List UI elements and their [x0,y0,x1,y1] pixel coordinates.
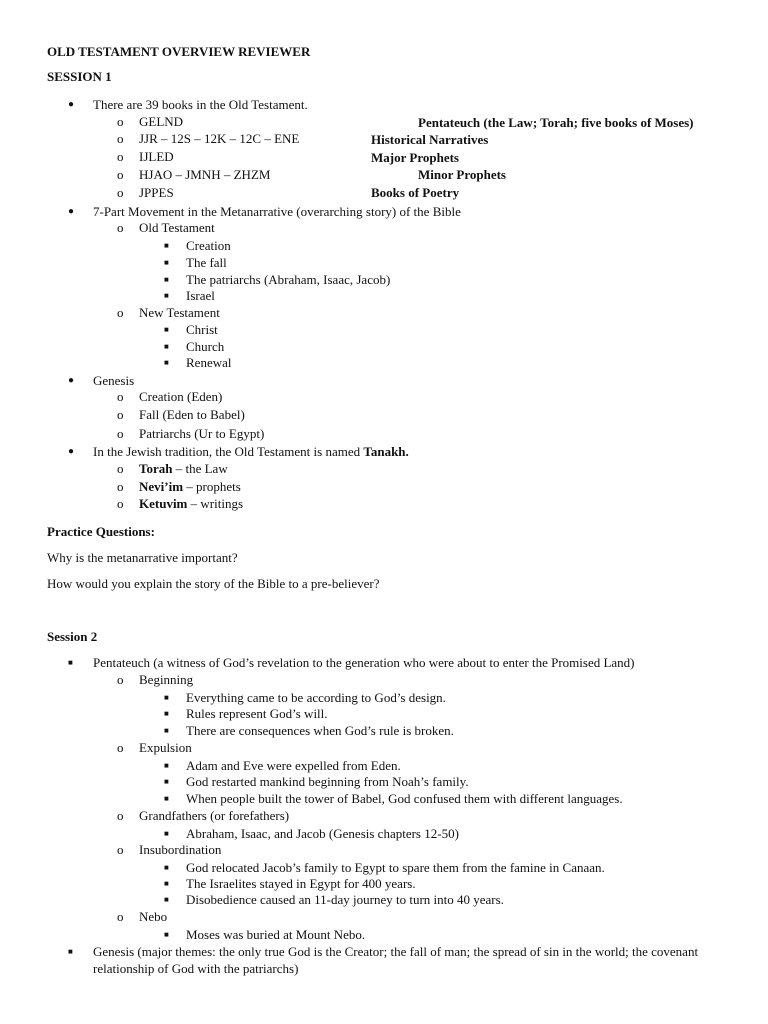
book-category: Books of Poetry [371,185,460,200]
circle-bullet: o [117,389,124,404]
question: How would you explain the story of the Bible to a pre-believer? [47,576,380,591]
square-bullet: ■ [164,930,169,939]
list-item: God restarted mankind beginning from Noah’s family. [186,774,469,789]
book-code: JPPES [139,185,174,200]
square-bullet: ■ [164,275,169,284]
list-item: Genesis [93,373,135,388]
book-code: GELND [139,114,184,129]
list-item: Genesis (major themes: the only true God is the Creator; the fall of man; the spread of sin in the world; the covenant relationship of God with the patriarchs) [93,944,699,976]
list-item: Church [186,339,225,354]
square-bullet: ■ [68,658,73,667]
square-bullet: ■ [164,709,169,718]
list-item: Fall (Eden to Babel) [139,407,245,422]
circle-bullet: o [117,426,124,441]
book-code: JJR – 12S – 12K – 12C – ENE [139,131,300,146]
list-item: Christ [186,322,218,337]
circle-bullet: o [117,167,124,182]
square-bullet: ■ [68,947,73,956]
session-1-heading: SESSION 1 [47,69,112,84]
bullet: ● [68,206,75,217]
list-item: 7-Part Movement in the Metanarrative (overarching story) of the Bible [93,204,461,219]
list-item: The patriarchs (Abraham, Isaac, Jacob) [186,272,391,287]
square-bullet: ■ [164,879,169,888]
list-item: When people built the tower of Babel, God confused them with different languages. [186,791,623,806]
square-bullet: ■ [164,241,169,250]
book-code: IJLED [139,149,174,164]
square-bullet: ■ [164,325,169,334]
square-bullet: ■ [164,794,169,803]
list-item: The Israelites stayed in Egypt for 400 years. [186,876,416,891]
square-bullet: ■ [164,358,169,367]
circle-bullet: o [117,149,124,164]
square-bullet: ■ [164,761,169,770]
list-item: In the Jewish tradition, the Old Testament is named Tanakh. [93,444,409,459]
list-item: Old Testament [139,220,215,235]
list-item: Disobedience caused an 11-day journey to turn into 40 years. [186,892,504,907]
square-bullet: ■ [164,726,169,735]
circle-bullet: o [117,305,124,320]
square-bullet: ■ [164,895,169,904]
book-category: Historical Narratives [371,132,489,147]
circle-bullet: o [117,131,124,146]
list-item: Nevi’im – prophets [139,479,241,494]
square-bullet: ■ [164,258,169,267]
list-item: Abraham, Isaac, and Jacob (Genesis chapters 12-50) [186,826,459,841]
circle-bullet: o [117,114,124,129]
circle-bullet: o [117,496,124,511]
list-item: Creation [186,238,231,253]
list-item: Everything came to be according to God’s design. [186,690,446,705]
circle-bullet: o [117,461,124,476]
circle-bullet: o [117,842,124,857]
list-item: Ketuvim – writings [139,496,244,511]
list-item: The fall [186,255,227,270]
square-bullet: ■ [164,777,169,786]
circle-bullet: o [117,672,124,687]
session-2-heading: Session 2 [47,629,98,644]
question: Why is the metanarrative important? [47,550,238,565]
practice-heading: Practice Questions: [47,524,155,539]
circle-bullet: o [117,185,124,200]
list-item: There are 39 books in the Old Testament. [93,97,308,112]
book-category: Major Prophets [371,150,459,165]
list-item: Pentateuch (a witness of God’s revelation to the generation who were about to enter the Promised Land) [93,655,635,670]
square-bullet: ■ [164,829,169,838]
list-item: Patriarchs (Ur to Egypt) [139,426,265,441]
list-item: Renewal [186,355,232,370]
square-bullet: ■ [164,863,169,872]
list-item: There are consequences when God’s rule is broken. [186,723,454,738]
list-item: Torah – the Law [139,461,228,476]
list-item: Rules represent God’s will. [186,706,328,721]
book-category: Pentateuch (the Law; Torah; five books of Moses) [418,115,694,130]
list-item: Grandfathers (or forefathers) [139,808,290,823]
list-item: Insubordination [139,842,222,857]
circle-bullet: o [117,479,124,494]
square-bullet: ■ [164,693,169,702]
bullet: ● [68,446,75,457]
circle-bullet: o [117,808,124,823]
list-item: New Testament [139,305,220,320]
list-item: Adam and Eve were expelled from Eden. [186,758,401,773]
book-code: HJAO – JMNH – ZHZM [139,167,271,182]
bullet: ● [68,375,75,386]
circle-bullet: o [117,740,124,755]
circle-bullet: o [117,220,124,235]
list-item: Nebo [139,909,168,924]
list-item: God relocated Jacob’s family to Egypt to spare them from the famine in Canaan. [186,860,605,875]
square-bullet: ■ [164,342,169,351]
list-item: Beginning [139,672,194,687]
list-item: Moses was buried at Mount Nebo. [186,927,366,942]
document-title: OLD TESTAMENT OVERVIEW REVIEWER [47,44,311,59]
book-category: Minor Prophets [418,167,506,182]
list-item: Creation (Eden) [139,389,223,404]
list-item: Israel [186,288,215,303]
bullet: ● [68,99,75,110]
list-item: Expulsion [139,740,192,755]
circle-bullet: o [117,407,124,422]
circle-bullet: o [117,909,124,924]
square-bullet: ■ [164,291,169,300]
